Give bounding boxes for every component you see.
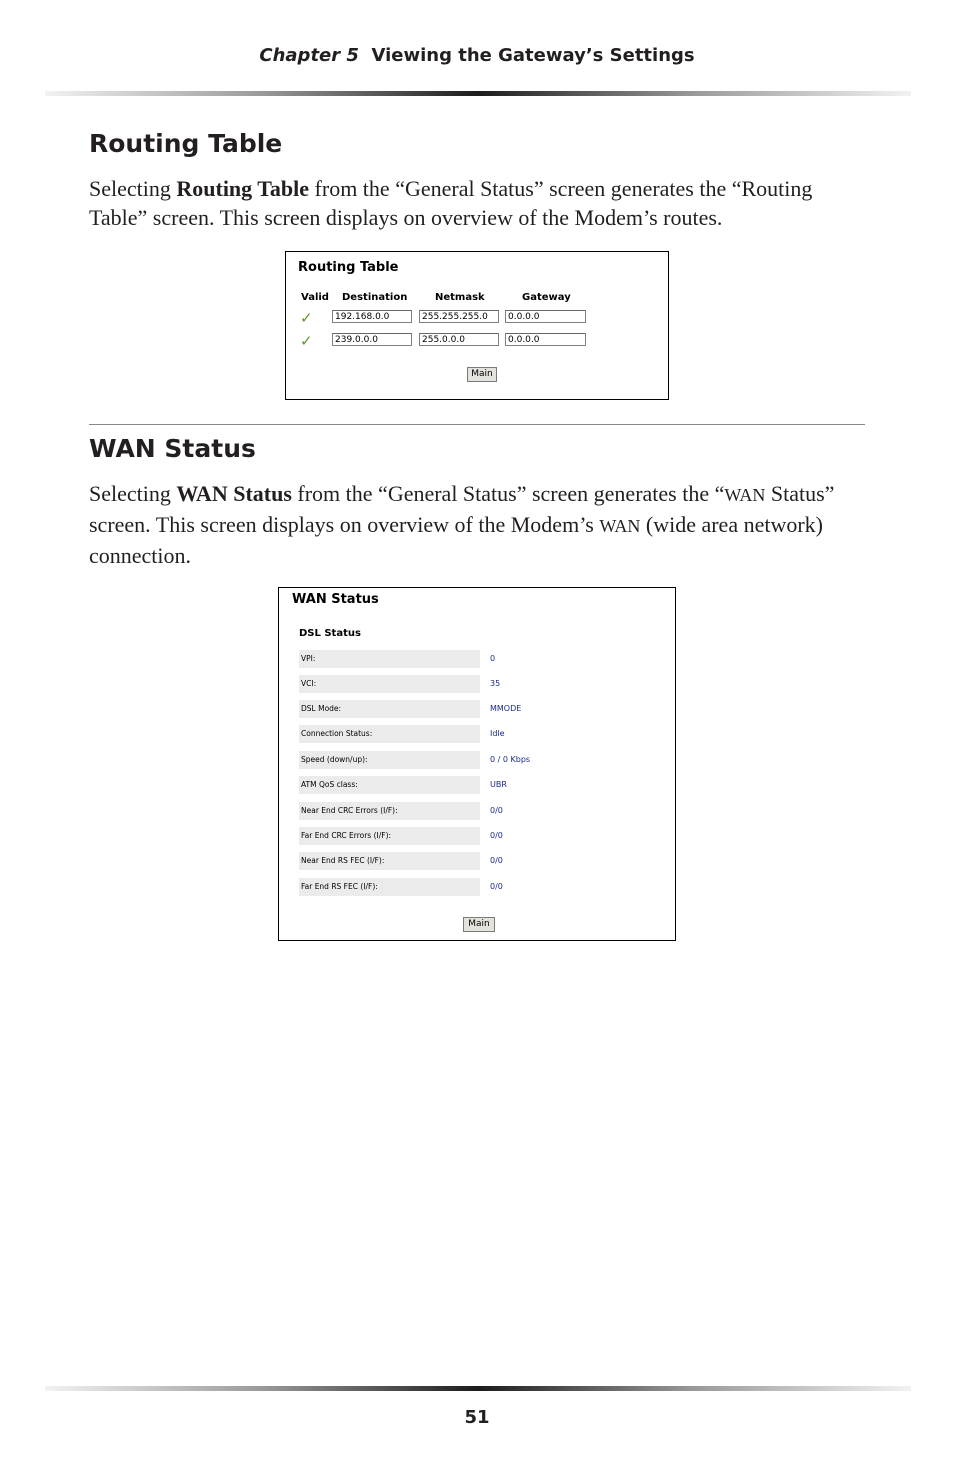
wan-status-screenshot — [278, 587, 676, 941]
netmask-input[interactable]: 255.255.255.0 — [419, 310, 499, 323]
route-row — [286, 310, 668, 326]
status-value: 0 — [490, 654, 496, 663]
status-label: Connection Status: — [299, 725, 480, 743]
status-row-near-end-fec — [299, 852, 659, 870]
route-row — [286, 333, 668, 349]
status-value: 0/0 — [490, 831, 503, 840]
status-value: 35 — [490, 679, 501, 688]
status-value: 0/0 — [490, 806, 503, 815]
status-value: 0 / 0 Kbps — [490, 755, 531, 764]
wan-status-paragraph: Selecting WAN Status from the “General Status” screen generates the “WAN Status” screen. This screen displays on overview of the Modem’s WAN (wide area network) connection. — [89, 481, 835, 568]
status-row-dsl-mode — [299, 700, 659, 718]
status-row-connection-status — [299, 725, 659, 743]
wan-status-heading: WAN Status — [89, 434, 256, 463]
status-label: DSL Mode: — [299, 700, 480, 718]
chapter-label: Chapter 5 — [259, 45, 359, 66]
gateway-input[interactable]: 0.0.0.0 — [505, 333, 586, 346]
netmask-input[interactable]: 255.0.0.0 — [419, 333, 499, 346]
dsl-status-subtitle: DSL Status — [299, 628, 361, 639]
page-number: 51 — [464, 1407, 490, 1428]
status-row-vpi — [299, 650, 659, 668]
valid-check-icon[interactable]: ✓ — [300, 309, 313, 327]
status-row-near-end-crc — [299, 802, 659, 820]
status-row-far-end-fec — [299, 878, 659, 896]
routing-table-screen-title: Routing Table — [298, 260, 399, 275]
routing-table-screenshot — [285, 251, 669, 400]
main-button[interactable]: Main — [463, 917, 495, 932]
footer-rule — [45, 1386, 911, 1391]
status-label: VPI: — [299, 650, 480, 668]
status-value: Idle — [490, 729, 505, 738]
destination-input[interactable]: 239.0.0.0 — [332, 333, 412, 346]
status-row-speed — [299, 751, 659, 769]
destination-input[interactable]: 192.168.0.0 — [332, 310, 412, 323]
main-button[interactable]: Main — [467, 367, 497, 382]
status-label: Near End RS FEC (I/F): — [299, 852, 480, 870]
status-row-far-end-crc — [299, 827, 659, 845]
status-value: UBR — [490, 780, 507, 789]
header-rule — [45, 91, 911, 96]
status-value: 0/0 — [490, 882, 503, 891]
routing-table-heading: Routing Table — [89, 129, 283, 158]
status-label: Far End RS FEC (I/F): — [299, 878, 480, 896]
section-divider — [89, 424, 865, 425]
wan-status-screen-title: WAN Status — [292, 592, 379, 607]
chapter-title: Viewing the Gateway’s Settings — [371, 45, 695, 66]
valid-check-icon[interactable]: ✓ — [300, 332, 313, 350]
status-row-atm-qos — [299, 776, 659, 794]
gateway-input[interactable]: 0.0.0.0 — [505, 310, 586, 323]
status-label: VCI: — [299, 675, 480, 693]
column-header-gateway: Gateway — [522, 292, 571, 303]
status-value: MMODE — [490, 704, 522, 713]
running-header — [0, 45, 954, 66]
status-value: 0/0 — [490, 856, 503, 865]
status-row-vci — [299, 675, 659, 693]
status-label: ATM QoS class: — [299, 776, 480, 794]
status-label: Speed (down/up): — [299, 751, 480, 769]
routing-table-paragraph: Selecting Routing Table from the “General Status” screen generates the “Routing Table” screen. This screen displays on overview of the Modem’s routes. — [89, 176, 813, 230]
column-header-valid: Valid — [301, 292, 329, 303]
status-label: Far End CRC Errors (I/F): — [299, 827, 480, 845]
column-header-netmask: Netmask — [435, 292, 485, 303]
column-header-destination: Destination — [342, 292, 408, 303]
status-label: Near End CRC Errors (I/F): — [299, 802, 480, 820]
